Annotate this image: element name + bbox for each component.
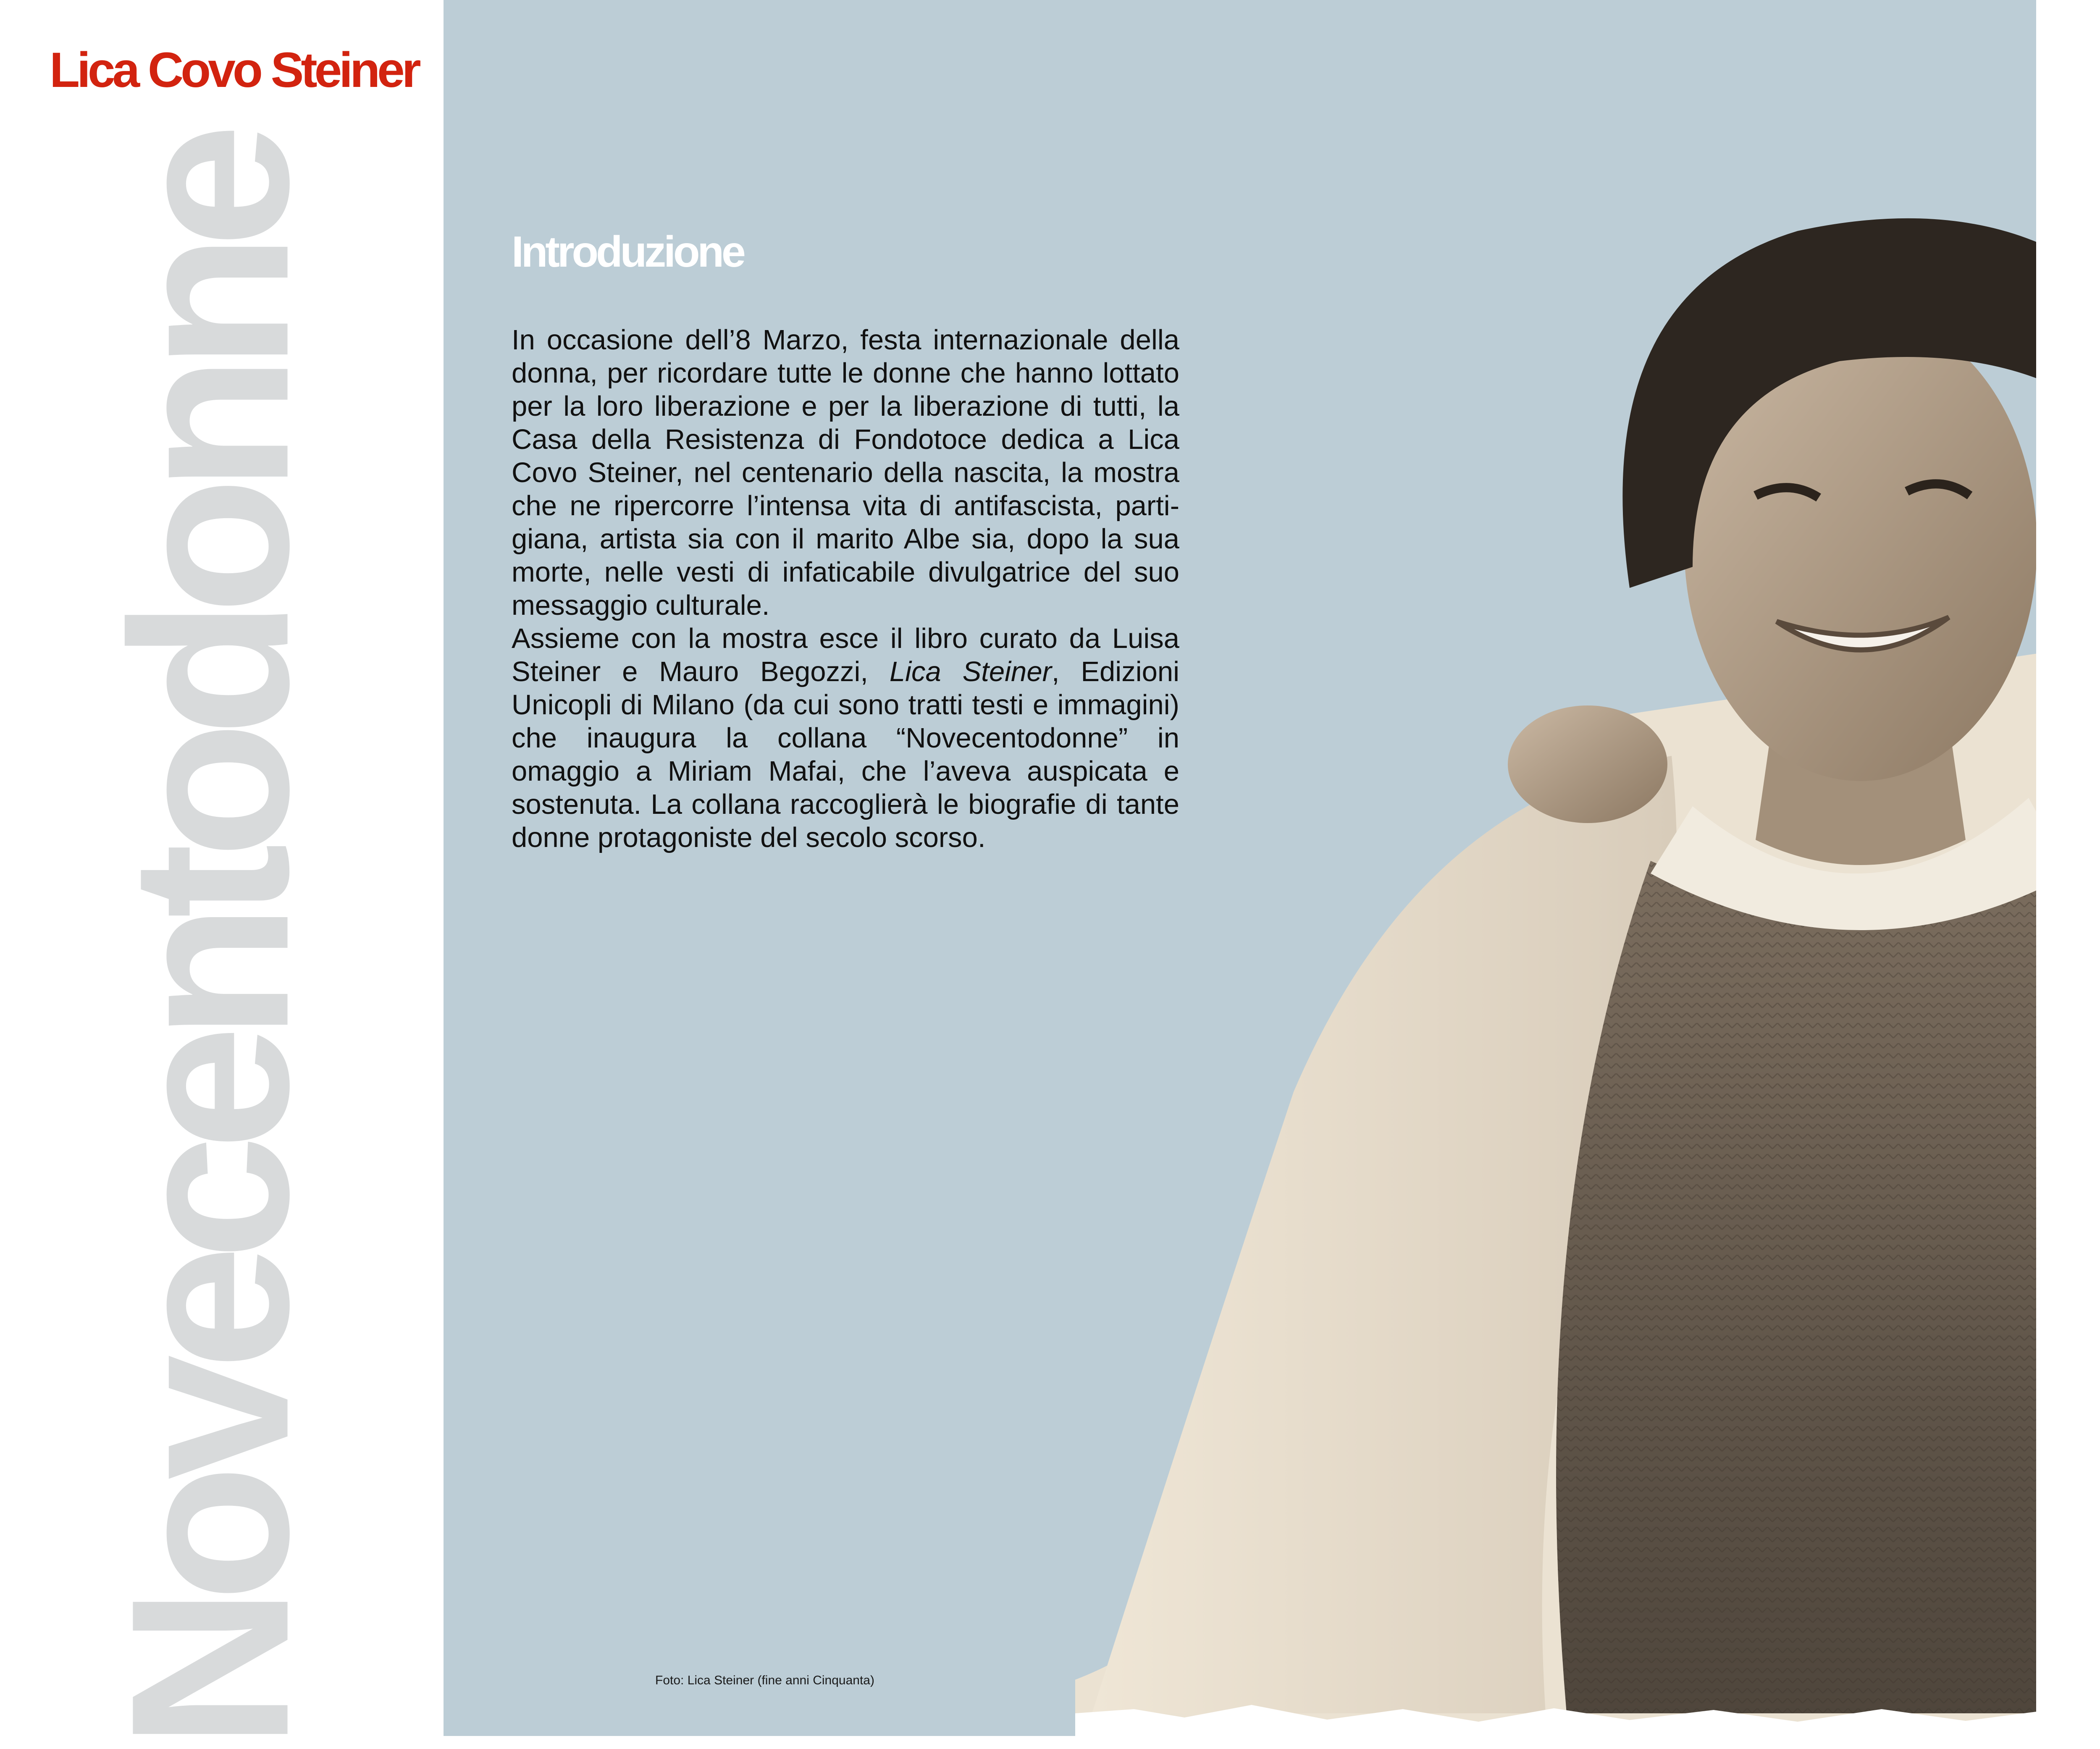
intro-paragraph-2-end: , Edizioni Unicopli di Milano (da cui sono tratti testi e immagini) che inaugura la collana “Novecentodonne” in omaggio a Miriam Mafai, che l’aveva auspicata e sostenuta. La collana raccoglierà le biografie di tante donne protagoniste del secolo scorso. [512,656,1179,853]
portrait-photo [916,126,2100,1736]
left-hand [1508,705,1667,823]
intro-paragraph-2-start: Assieme con la mostra esce il libro curato da Luisa Steiner e Mauro Begozzi, [512,623,1179,687]
book-title: Lica Steiner [889,656,1052,687]
person-name-title: Lica Covo Steiner [50,42,418,98]
section-heading: Introduzione [512,228,743,276]
series-title-vertical: Novecentodonne [84,138,336,1749]
intro-paragraph-1: In occasione dell’8 Marzo, festa internazionale della donna, per ricordare tutte le donne che hanno lottato per la loro liberazione e per la liberazione di tutti, la Casa della Resistenza di Fondotoce dedica a Lica Covo Steiner, nel centenario della nascita, la mostra che ne ripercorre l’intensa vita di antifascista, partigiana, artista sia con il marito Albe sia, dopo la sua morte, nelle vesti di infaticabile divulgatrice del suo messaggio culturale. [512,324,1179,621]
photo-caption: Foto: Lica Steiner (fine anni Cinquanta) [655,1673,874,1687]
right-margin [2036,0,2100,1736]
